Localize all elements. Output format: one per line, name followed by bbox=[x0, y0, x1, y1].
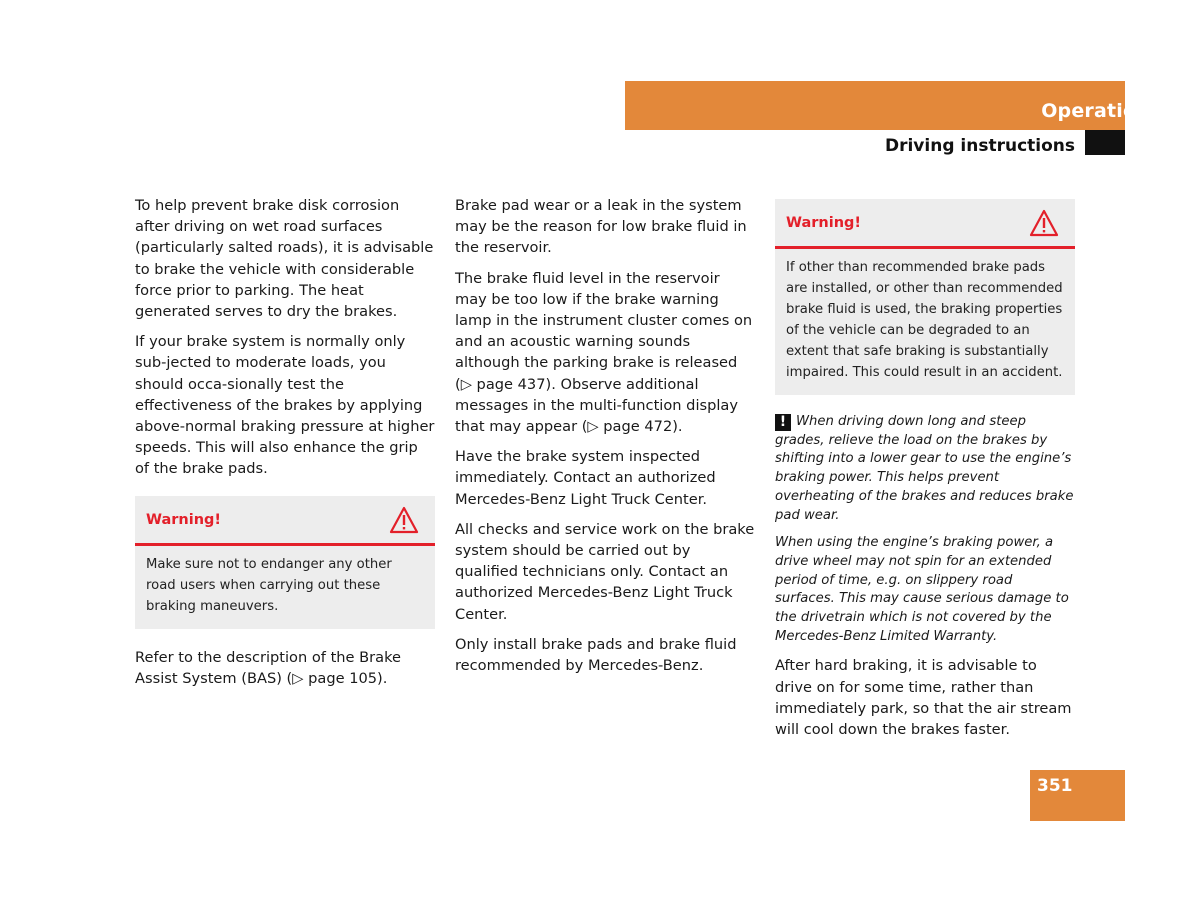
paragraph: Only install brake pads and brake fluid recommended by Mercedes-Benz. bbox=[455, 635, 737, 675]
subsection-title: Driving instructions bbox=[884, 136, 1075, 156]
warning-triangle-icon bbox=[389, 506, 419, 534]
warning-box bbox=[135, 496, 435, 629]
paragraph: Brake pad wear or a leak in the system may be the reason for low brake fluid in the reservoir. bbox=[455, 197, 747, 257]
warning-header bbox=[775, 199, 1075, 249]
section-tab-marker bbox=[1085, 130, 1125, 155]
warning-text: If other than recommended brake pads are installed, or other than recommended brake fluid is used, the braking properties of the vehicle can be degraded to an extent that safe braking is substantially impaired. This could result in an accident. bbox=[786, 260, 1063, 380]
warning-triangle-icon bbox=[1029, 209, 1059, 237]
paragraph: If your brake system is normally only sub-jected to moderate loads, you should occa-sionally test the effectiveness of the brakes by applying above-normal braking pressure at higher speeds. This will also enhance the grip of the brake pads. bbox=[135, 333, 435, 478]
paragraph: Refer to the description of the Brake Assist System (BAS) (▷ page 105). bbox=[135, 648, 402, 687]
page-number: 351 bbox=[1037, 776, 1073, 796]
paragraph: Have the brake system inspected immediately. Contact an authorized Mercedes-Benz Light Truck Center. bbox=[455, 448, 716, 508]
warning-title: Warning! bbox=[786, 215, 862, 231]
column-1 bbox=[135, 195, 435, 698]
warning-header bbox=[135, 496, 435, 546]
paragraph: To help prevent brake disk corrosion after driving on wet road surfaces (particularly salted roads), it is advisable to brake the vehicle with considerable force prior to parking. The heat generated serves to dry the brakes. bbox=[135, 197, 434, 321]
note-text: When driving down long and steep grades, relieve the load on the brakes by shifting into a lower gear to use the engine’s braking power. This helps prevent overheating of the brakes and reduces brake pad wear. bbox=[775, 414, 1074, 523]
exclamation-icon: ! bbox=[775, 414, 791, 431]
paragraph: After hard braking, it is advisable to drive on for some time, rather than immediately park, so that the air stream will cool down the brakes faster. bbox=[775, 657, 1072, 739]
note-paragraph bbox=[775, 413, 1075, 525]
note-paragraph: When using the engine’s braking power, a drive wheel may not spin for an extended period of time, e.g. on slippery road surfaces. This may cause serious damage to the drivetrain which is not covered by the Mercedes-Benz Limited Warranty. bbox=[775, 535, 1069, 644]
section-title: Operation bbox=[1041, 100, 1150, 122]
paragraph: The brake fluid level in the reservoir may be too low if the brake warning lamp in the instrument cluster comes on and an acoustic warning sounds although the parking brake is released (▷ page 437). Observe additional messages in the multi-function display that may appear (▷ page 472). bbox=[455, 269, 753, 436]
column-2 bbox=[455, 195, 755, 685]
warning-title: Warning! bbox=[146, 511, 222, 528]
column-3 bbox=[775, 195, 1075, 749]
warning-text: Make sure not to endanger any other road users when carrying out these braking maneuvers. bbox=[146, 556, 392, 614]
warning-box bbox=[775, 199, 1075, 395]
paragraph: All checks and service work on the brake system should be carried out by qualified technicians only. Contact an authorized Mercedes-Benz Light Truck Center. bbox=[455, 520, 755, 623]
